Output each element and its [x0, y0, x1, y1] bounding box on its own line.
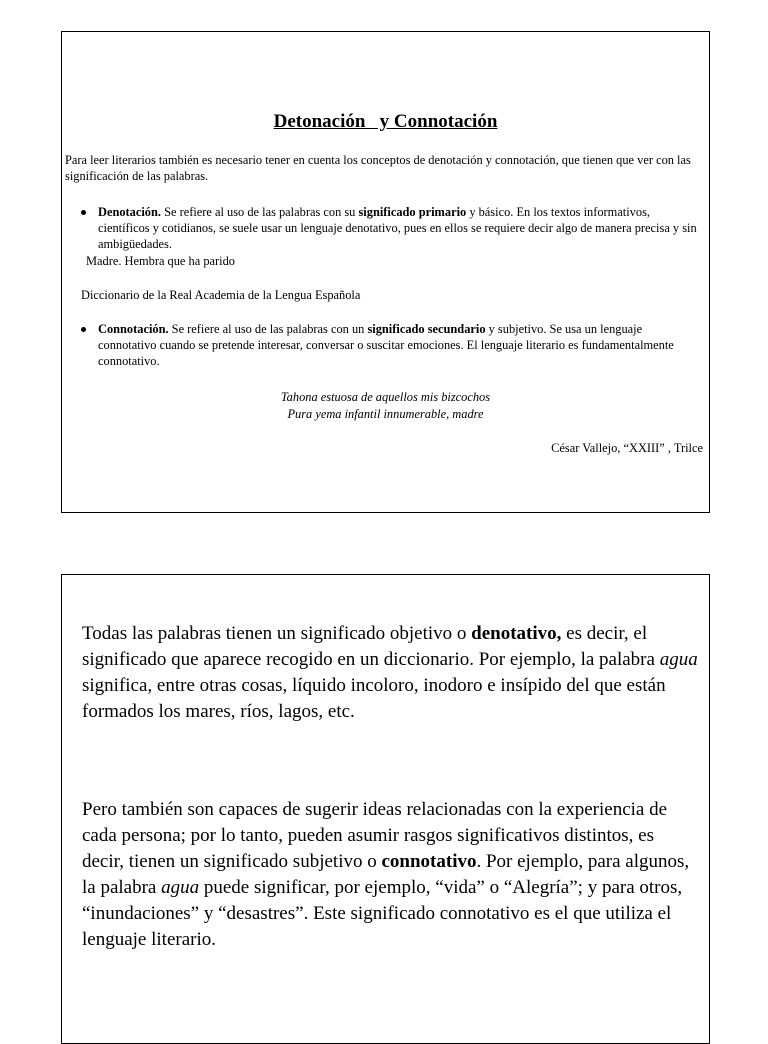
denotacion-text-b: y básico. En los textos informativos, científicos y cotidianos, se suele usar un lenguaje denotativo, pues en ellos se requiere decir algo de manera precisa y sin ambigüedades. — [98, 205, 697, 251]
para1-text-c: significa, entre otras cosas, líquido incoloro, inodoro e insípido del que están formados los mares, ríos, lagos, etc. — [82, 675, 666, 722]
poem-line: Tahona estuosa de aquellos mis bizcochos — [280, 390, 491, 404]
para2-italic: agua — [161, 877, 200, 898]
denotacion-emphasis: significado primario — [358, 205, 467, 219]
para1-text-b: es decir, el significado que aparece recogido en un diccionario. Por ejemplo, la palabra — [82, 623, 660, 670]
poem-line: Pura yema infantil innumerable, madre — [287, 407, 484, 421]
para2-text-a: Pero también son capaces de sugerir ideas relacionadas con la experiencia de cada persona; por lo tanto, pueden asumir rasgos significativos distintos, es decir, tienen un significado subjetivo o — [82, 799, 668, 872]
bullet-dot-icon — [81, 327, 86, 332]
paragraph-connotative — [82, 797, 700, 953]
intro-paragraph: Para leer literarios también es necesario tener en cuenta los conceptos de denotación y connotación, que tienen que ver con las significación de las palabras. — [65, 153, 691, 183]
para2-text-c: puede significar, por ejemplo, “vida” o “Alegría”; y para otros, “inundaciones” y “desastres”. Este significado connotativo es el que utiliza el lenguaje literario. — [82, 877, 683, 950]
para1-text-a: Todas las palabras tienen un significado objetivo o — [82, 623, 472, 644]
term-denotacion: Denotación. — [98, 205, 161, 219]
bullet-connotacion — [78, 321, 703, 369]
paragraph-denotative — [82, 621, 700, 725]
bullet-dot-icon — [81, 210, 86, 215]
slide-title: Detonación y Connotación — [273, 111, 498, 132]
slide-explanation — [61, 574, 710, 1044]
poem-citation: César Vallejo, “XXIII” , Trilce — [551, 441, 703, 455]
connotacion-emphasis: significado secundario — [367, 322, 486, 336]
term-connotacion: Connotación. — [98, 322, 169, 336]
denotacion-text-a: Se refiere al uso de las palabras con su — [160, 205, 359, 219]
dictionary-source: Diccionario de la Real Academia de la Lengua Española — [81, 288, 361, 302]
example-definition: Madre. Hembra que ha parido — [86, 254, 235, 268]
poem-excerpt — [62, 389, 709, 423]
para1-bold: denotativo, — [471, 623, 562, 644]
para1-italic: agua — [659, 649, 698, 670]
slide-definitions — [61, 31, 710, 513]
bullet-denotacion — [78, 204, 703, 252]
connotacion-text-b: y subjetivo. Se usa un lenguaje connotativo cuando se pretende interesar, conversar o suscitar emociones. El lenguaje literario es fundamentalmente connotativo. — [98, 322, 674, 368]
para2-text-b: . Por ejemplo, para algunos, la palabra — [82, 851, 690, 898]
connotacion-text-a: Se refiere al uso de las palabras con un — [168, 322, 368, 336]
para2-bold: connotativo — [381, 851, 477, 872]
